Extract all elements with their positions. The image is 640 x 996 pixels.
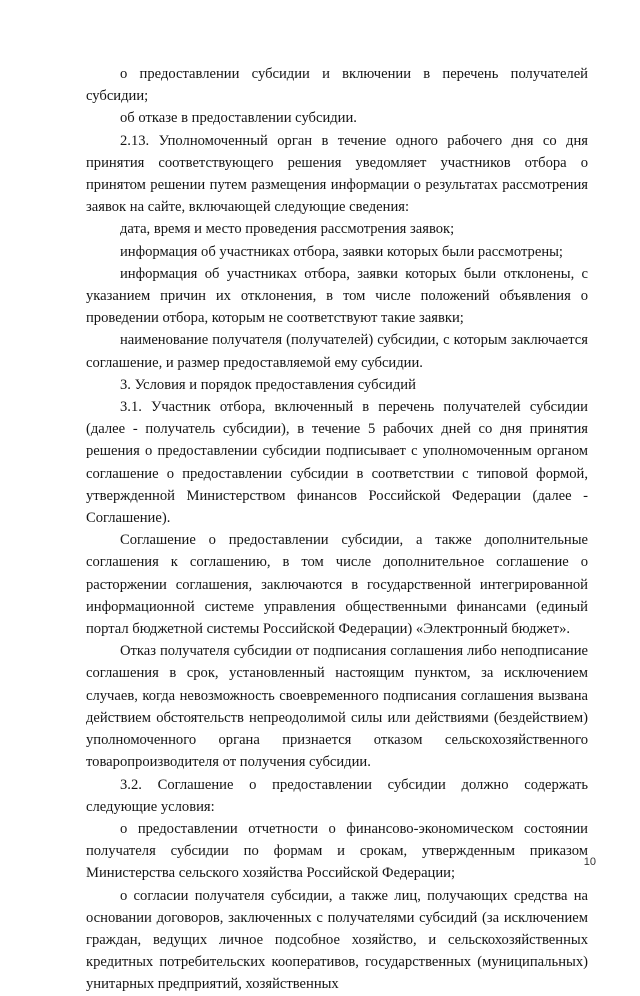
paragraph: об отказе в предоставлении субсидии. xyxy=(120,110,357,127)
paragraph: наименование получателя (получателей) субсидии, с которым заключается соглашение, и размер предоставляемой ему субсидии. xyxy=(86,332,588,371)
section-heading: 3. Условия и порядок предоставления субсидий xyxy=(120,376,416,393)
paragraph: информация об участниках отбора, заявки которых были отклонены, с указанием причин их отклонения, в том числе положений объявления о проведении отбора, которым не соответствуют такие заявки; xyxy=(86,265,588,327)
page-number: 10 xyxy=(583,856,596,868)
paragraph: о предоставлении субсидии и включении в перечень получателей субсидии; xyxy=(86,66,588,105)
paragraph: Отказ получателя субсидии от подписания соглашения либо неподписание соглашения в срок, установленный настоящим пунктом, за исключением случаев, когда невозможность своевременного подписания соглашения вызвана действием обстоятельств непреодолимой силы или действиями (бездействием) уполномоченного органа признается отказом сельскохозяйственного товаропроизводителя от получения субсидии. xyxy=(86,643,588,771)
paragraph: о предоставлении отчетности о финансово-экономическом состоянии получателя субсидии по формам и срокам, утвержденным приказом Министерства сельского хозяйства Российской Федерации; xyxy=(86,820,588,882)
page-content xyxy=(86,63,588,996)
paragraph: Соглашение о предоставлении субсидии, а также дополнительные соглашения к соглашению, в том числе дополнительное соглашение о расторжении соглашения, заключаются в государственной интегрированной информационной системе управления общественными финансами (единый портал бюджетной системы Российской Федерации) «Электронный бюджет». xyxy=(86,532,588,638)
paragraph: о согласии получателя субсидии, а также лиц, получающих средства на основании договоров, заключенных с получателями субсидий (за исключением граждан, ведущих личное подсобное хозяйство, и сельскохозяйственных кредитных потребительских кооперативов, государственных (муниципальных) унитарных предприятий, хозяйственных xyxy=(86,887,588,993)
paragraph: информация об участниках отбора, заявки которых были рассмотрены; xyxy=(120,243,563,260)
paragraph: 3.2. Соглашение о предоставлении субсидии должно содержать следующие условия: xyxy=(86,776,588,815)
paragraph: 3.1. Участник отбора, включенный в перечень получателей субсидии (далее - получатель субсидии), в течение 5 рабочих дней со дня принятия решения о предоставлении субсидии подписывает с уполномоченным органом соглашение о предоставлении субсидии в соответствии с типовой формой, утвержденной Министерством финансов Российской Федерации (далее - Соглашение). xyxy=(86,399,588,527)
paragraph: дата, время и место проведения рассмотрения заявок; xyxy=(120,221,455,238)
paragraph: 2.13. Уполномоченный орган в течение одного рабочего дня со дня принятия соответствующего решения уведомляет участников отбора о принятом решении путем размещения информации о результатах рассмотрения заявок на сайте, включающей следующие сведения: xyxy=(86,132,588,216)
